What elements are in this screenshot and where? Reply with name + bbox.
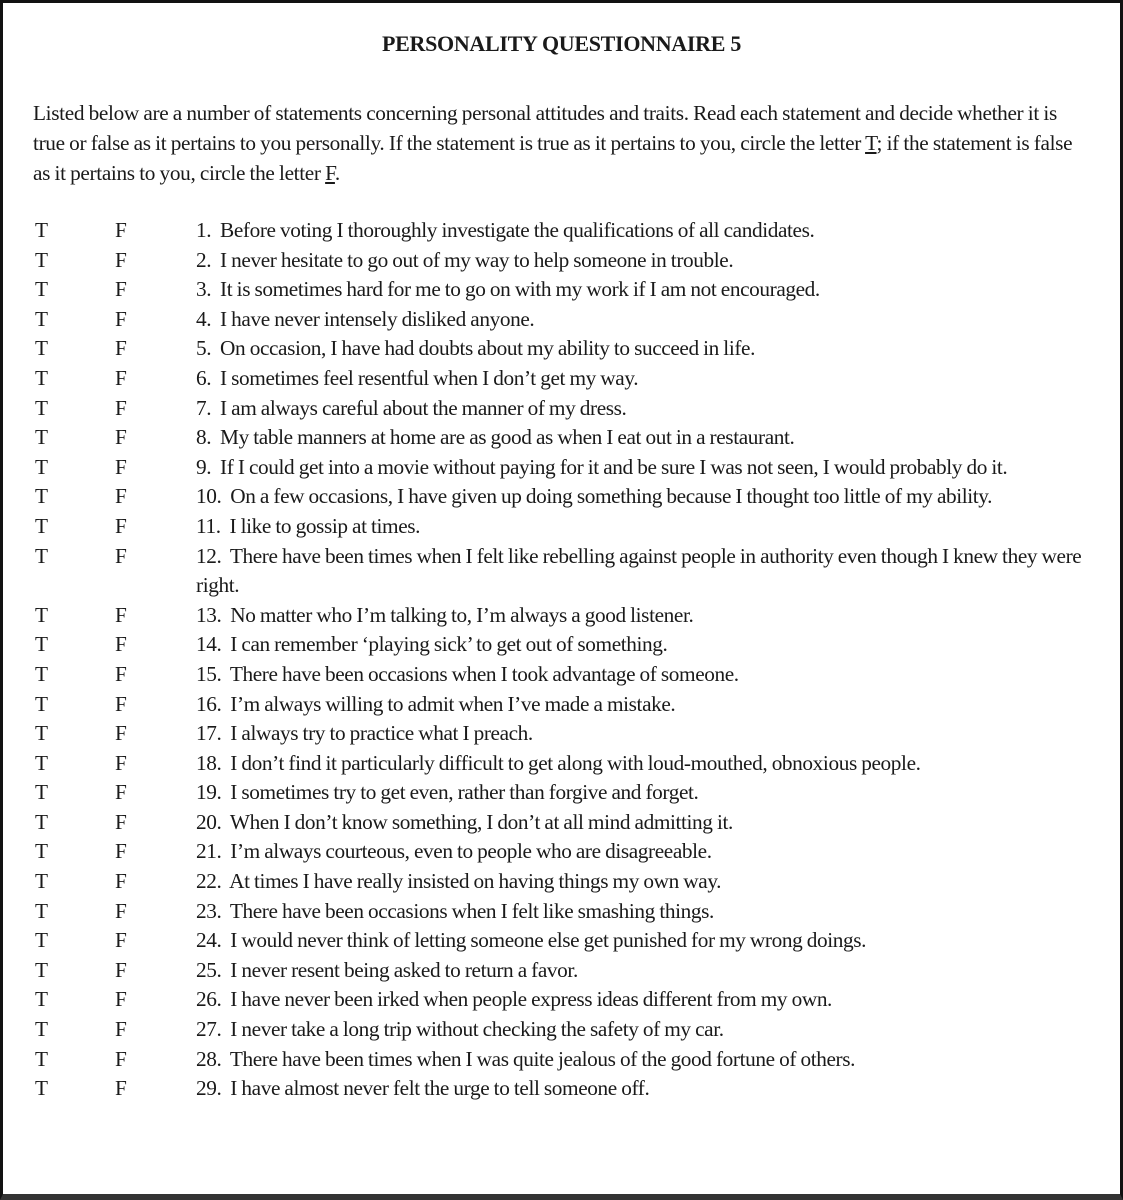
true-option[interactable]: T: [35, 661, 48, 686]
true-option[interactable]: T: [35, 632, 48, 657]
true-option[interactable]: T: [35, 306, 48, 331]
statement-body: There have been times when I was quite jealous of the good fortune of others.: [229, 1046, 856, 1071]
statement-number: 1.: [196, 218, 212, 242]
false-option[interactable]: F: [115, 1076, 127, 1101]
statement-number: 13.: [196, 602, 222, 627]
true-option[interactable]: T: [35, 336, 48, 361]
statement-number: 14.: [196, 632, 222, 657]
statement-text: [196, 985, 1086, 1015]
statement-number: 28.: [196, 1046, 222, 1071]
statement-body: I sometimes feel resentful when I don’t get my way.: [220, 365, 639, 390]
statement-body: There have been occasions when I felt like smashing things.: [229, 898, 714, 923]
statement-text: [196, 897, 1086, 927]
true-option[interactable]: T: [35, 898, 48, 923]
false-option[interactable]: F: [115, 543, 127, 568]
false-option[interactable]: F: [115, 425, 127, 450]
false-option[interactable]: F: [115, 661, 127, 686]
false-option[interactable]: F: [115, 218, 127, 242]
statement-text: [196, 305, 1086, 335]
statement-body: I have never been irked when people express ideas different from my own.: [230, 987, 832, 1012]
statement-text: [196, 630, 1086, 660]
statement-number: 18.: [196, 750, 222, 775]
statement-number: 16.: [196, 691, 222, 716]
true-option[interactable]: T: [35, 869, 48, 894]
false-option[interactable]: F: [115, 395, 127, 420]
statement-number: 22.: [196, 869, 222, 894]
statement-row: [3, 837, 1120, 867]
true-option[interactable]: T: [35, 602, 48, 627]
statement-number: 6.: [196, 365, 212, 390]
statement-number: 27.: [196, 1017, 222, 1042]
statement-number: 7.: [196, 395, 212, 420]
statement-text: [196, 867, 1086, 897]
statement-text: [196, 512, 1086, 542]
statement-row: [3, 660, 1120, 690]
false-option[interactable]: F: [115, 602, 127, 627]
statement-text: [196, 364, 1086, 394]
statement-row: [3, 275, 1120, 305]
statement-number: 26.: [196, 987, 222, 1012]
statement-number: 15.: [196, 661, 222, 686]
statement-row: [3, 1045, 1120, 1075]
false-option[interactable]: F: [115, 336, 127, 361]
false-letter: F: [325, 161, 335, 185]
statement-number: 29.: [196, 1076, 222, 1101]
false-option[interactable]: F: [115, 632, 127, 657]
false-option[interactable]: F: [115, 780, 127, 805]
statement-row: [3, 334, 1120, 364]
statement-text: [196, 778, 1086, 808]
statement-text: [196, 246, 1086, 276]
statement-body: I can remember ‘playing sick’ to get out of something.: [230, 632, 668, 657]
statement-text: [196, 926, 1086, 956]
statement-row: [3, 216, 1120, 246]
false-option[interactable]: F: [115, 365, 127, 390]
statement-text: [196, 275, 1086, 305]
true-option[interactable]: T: [35, 513, 48, 538]
true-option[interactable]: T: [35, 750, 48, 775]
false-option[interactable]: F: [115, 454, 127, 479]
statement-body: I sometimes try to get even, rather than forgive and forget.: [230, 780, 699, 805]
statement-number: 2.: [196, 247, 212, 272]
statement-row: [3, 867, 1120, 897]
statement-body: I don’t find it particularly difficult to get along with loud-mouthed, obnoxious people.: [230, 750, 921, 775]
true-option[interactable]: T: [35, 1046, 48, 1071]
statement-body: On a few occasions, I have given up doing something because I thought too little of my ability.: [230, 484, 993, 509]
statement-row: [3, 630, 1120, 660]
false-option[interactable]: F: [115, 513, 127, 538]
statement-number: 11.: [196, 513, 221, 538]
false-option[interactable]: F: [115, 839, 127, 864]
false-option[interactable]: F: [115, 987, 127, 1012]
statement-row: [3, 601, 1120, 631]
statement-number: 25.: [196, 957, 222, 982]
statement-text: [196, 749, 1086, 779]
true-option[interactable]: T: [35, 957, 48, 982]
statement-body: I never hesitate to go out of my way to help someone in trouble.: [220, 247, 734, 272]
true-option[interactable]: T: [35, 987, 48, 1012]
statement-body: I never take a long trip without checking the safety of my car.: [230, 1017, 724, 1042]
true-option[interactable]: T: [35, 780, 48, 805]
statement-body: On occasion, I have had doubts about my ability to succeed in life.: [220, 336, 756, 361]
statement-text: [196, 482, 1086, 512]
true-option[interactable]: T: [35, 839, 48, 864]
statement-text: [196, 1074, 1086, 1104]
statement-row: [3, 719, 1120, 749]
statement-row: [3, 926, 1120, 956]
statement-number: 9.: [196, 454, 212, 479]
statement-text: [196, 601, 1086, 631]
false-option[interactable]: F: [115, 1017, 127, 1042]
statement-row: [3, 1015, 1120, 1045]
statement-body: I would never think of letting someone else get punished for my wrong doings.: [230, 928, 867, 953]
false-option[interactable]: F: [115, 898, 127, 923]
statement-body: I like to gossip at times.: [229, 513, 421, 538]
false-option[interactable]: F: [115, 928, 127, 953]
statement-row: [3, 512, 1120, 542]
false-option[interactable]: F: [115, 721, 127, 746]
statement-row: [3, 364, 1120, 394]
statement-number: 20.: [196, 809, 222, 834]
true-option[interactable]: T: [35, 809, 48, 834]
false-option[interactable]: F: [115, 277, 127, 302]
statement-row: [3, 808, 1120, 838]
statement-body: I never resent being asked to return a favor.: [230, 957, 578, 982]
statement-number: 23.: [196, 898, 222, 923]
statement-text: [196, 216, 1086, 246]
instructions-text: ; if the statement is false as it pertains to you, circle the letter: [33, 131, 1073, 185]
true-option[interactable]: T: [35, 247, 48, 272]
statement-row: [3, 542, 1120, 601]
statement-number: 8.: [196, 425, 212, 450]
statement-row: [3, 246, 1120, 276]
statement-number: 3.: [196, 277, 212, 302]
statement-text: [196, 1015, 1086, 1045]
false-option[interactable]: F: [115, 484, 127, 509]
statement-row: [3, 778, 1120, 808]
statement-body: There have been times when I felt like rebelling against people in authority even though I knew they were right.: [196, 543, 1082, 598]
statement-row: [3, 690, 1120, 720]
statement-body: I always try to practice what I preach.: [230, 721, 533, 746]
false-option[interactable]: F: [115, 869, 127, 894]
false-option[interactable]: F: [115, 247, 127, 272]
statement-row: [3, 305, 1120, 335]
true-option[interactable]: T: [35, 691, 48, 716]
statement-body: Before voting I thoroughly investigate the qualifications of all candidates.: [220, 218, 815, 242]
true-option[interactable]: T: [35, 277, 48, 302]
statement-text: [196, 394, 1086, 424]
statement-body: If I could get into a movie without paying for it and be sure I was not seen, I would probably do it.: [220, 454, 1008, 479]
statement-row: [3, 956, 1120, 986]
statement-body: I’m always courteous, even to people who are disagreeable.: [230, 839, 712, 864]
false-option[interactable]: F: [115, 306, 127, 331]
statement-body: There have been occasions when I took advantage of someone.: [229, 661, 739, 686]
statement-number: 21.: [196, 839, 222, 864]
statement-number: 17.: [196, 721, 222, 746]
statement-row: [3, 423, 1120, 453]
statement-row: [3, 394, 1120, 424]
statement-number: 24.: [196, 928, 222, 953]
true-letter: T: [865, 131, 877, 155]
statement-row: [3, 453, 1120, 483]
false-option[interactable]: F: [115, 691, 127, 716]
statement-row: [3, 1074, 1120, 1104]
statement-row: [3, 482, 1120, 512]
statement-body: It is sometimes hard for me to go on with my work if I am not encouraged.: [220, 277, 820, 302]
statement-number: 4.: [196, 306, 212, 331]
true-option[interactable]: T: [35, 721, 48, 746]
true-option[interactable]: T: [35, 1017, 48, 1042]
true-option[interactable]: T: [35, 928, 48, 953]
statement-number: 12.: [196, 543, 222, 568]
statement-list: [3, 216, 1120, 1104]
statement-text: [196, 1045, 1086, 1075]
true-option[interactable]: T: [35, 218, 48, 242]
statement-body: No matter who I’m talking to, I’m always a good listener.: [230, 602, 694, 627]
false-option[interactable]: F: [115, 809, 127, 834]
statement-row: [3, 897, 1120, 927]
false-option[interactable]: F: [115, 957, 127, 982]
statement-body: At times I have really insisted on having things my own way.: [229, 869, 722, 894]
instructions-text: .: [334, 161, 340, 185]
false-option[interactable]: F: [115, 1046, 127, 1071]
statement-body: I have never intensely disliked anyone.: [220, 306, 535, 331]
instructions-text: Listed below are a number of statements concerning personal attitudes and traits. Read each statement and decide whether it is true or false as it pertains to you personally. If the statement is true as it pertains to you, circle the letter: [33, 101, 1057, 155]
statement-text: [196, 956, 1086, 986]
statement-text: [196, 334, 1086, 364]
statement-row: [3, 985, 1120, 1015]
statement-text: [196, 808, 1086, 838]
statement-body: I am always careful about the manner of my dress.: [220, 395, 627, 420]
instructions-paragraph: [33, 98, 1093, 188]
statement-number: 19.: [196, 780, 222, 805]
statement-row: [3, 749, 1120, 779]
false-option[interactable]: F: [115, 750, 127, 775]
statement-body: I have almost never felt the urge to tell someone off.: [230, 1076, 650, 1101]
true-option[interactable]: T: [35, 484, 48, 509]
true-option[interactable]: T: [35, 365, 48, 390]
statement-body: My table manners at home are as good as when I eat out in a restaurant.: [220, 425, 795, 450]
statement-text: [196, 660, 1086, 690]
statement-text: [196, 719, 1086, 749]
statement-number: 5.: [196, 336, 212, 361]
statement-text: [196, 690, 1086, 720]
statement-text: [196, 837, 1086, 867]
statement-body: I’m always willing to admit when I’ve made a mistake.: [230, 691, 676, 716]
true-option[interactable]: T: [35, 425, 48, 450]
statement-text: [196, 423, 1086, 453]
statement-body: When I don’t know something, I don’t at all mind admitting it.: [229, 809, 733, 834]
document-title: PERSONALITY QUESTIONNAIRE 5: [381, 31, 742, 56]
statement-text: [196, 453, 1086, 483]
statement-text: [196, 542, 1086, 601]
true-option[interactable]: T: [35, 543, 48, 568]
true-option[interactable]: T: [35, 395, 48, 420]
true-option[interactable]: T: [35, 454, 48, 479]
statement-number: 10.: [196, 484, 222, 509]
true-option[interactable]: T: [35, 1076, 48, 1101]
